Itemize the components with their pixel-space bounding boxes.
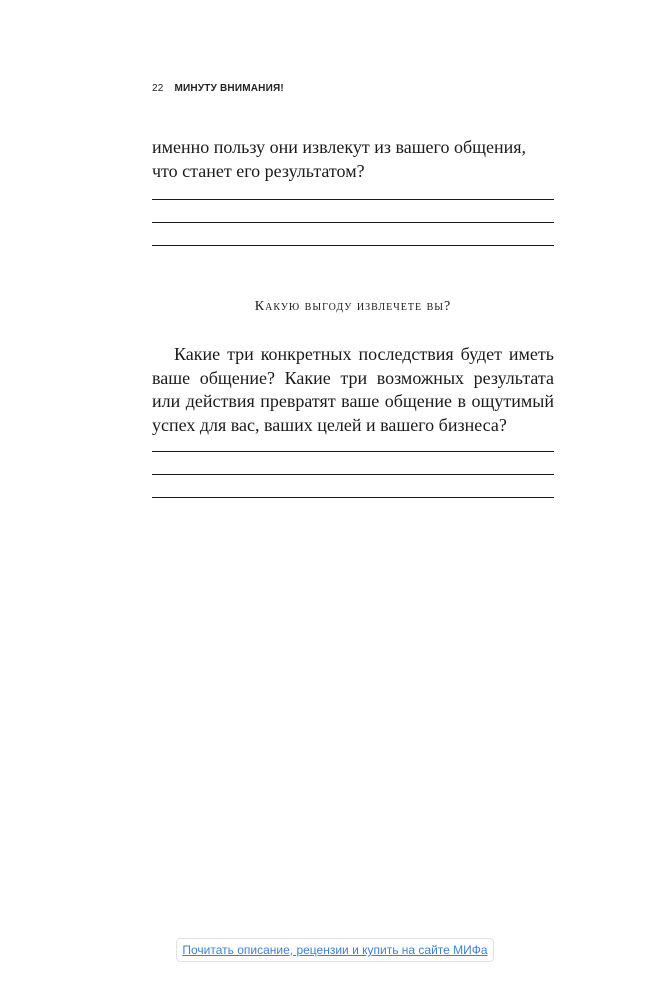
section-heading: Какую выгоду извлечете вы? [254,299,452,314]
answer-line-1 [152,199,554,200]
answer-line-6 [152,497,554,498]
paragraph-2: Какие три конкретных последствия будет иметь ваше общение? Какие три возможных результата или действия превратят ваше общение в ощутимый успех для вас, ваших целей и вашего бизнеса? [152,344,554,435]
answer-line-4 [152,451,554,452]
publisher-link-box [176,938,494,962]
publisher-link[interactable]: Почитать описание, рецензии и купить на сайте МИФа [182,943,488,957]
answer-line-2 [152,222,554,223]
page-number: 22 [152,83,164,94]
answer-line-5 [152,474,554,475]
answer-line-3 [152,245,554,246]
running-head [152,83,284,94]
paragraph-1: именно пользу они извлекут из вашего общения, что станет его результатом? [152,137,527,181]
running-title: МИНУТУ ВНИМАНИЯ! [174,83,284,94]
